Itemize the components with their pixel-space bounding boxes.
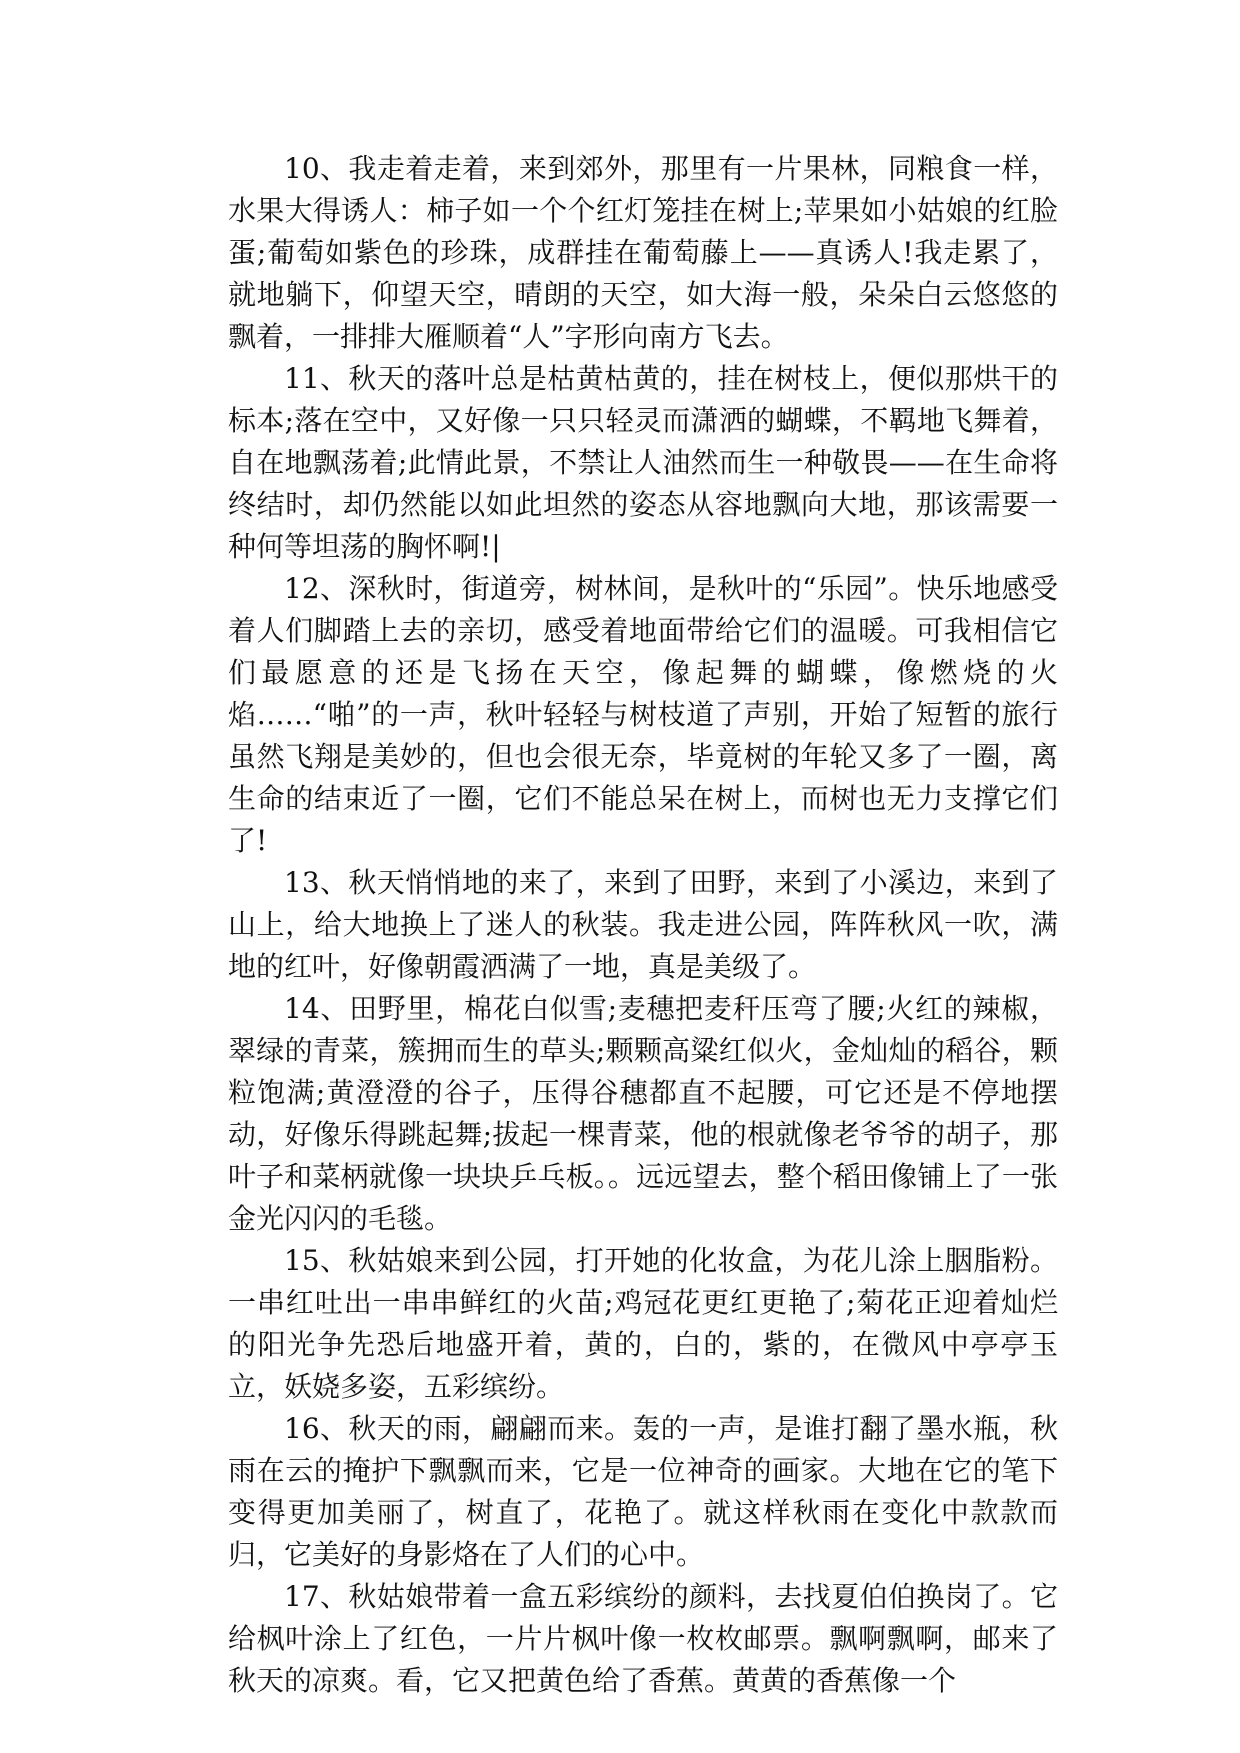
paragraph-10: 10、我走着走着，来到郊外，那里有一片果林，同粮食一样，水果大得诱人：柿子如一个个红灯笼挂在树上;苹果如小姑娘的红脸蛋;葡萄如紫色的珍珠，成群挂在葡萄藤上——真诱人!我走累了，就地躺下，仰望天空，晴朗的天空，如大海一般，朵朵白云悠悠的飘着，一排排大雁顺着“人”字形向南方飞去。 (228, 152, 1058, 353)
paragraph-15: 15、秋姑娘来到公园，打开她的化妆盒，为花儿涂上胭脂粉。一串红吐出一串串鲜红的火苗;鸡冠花更红更艳了;菊花正迎着灿烂的阳光争先恐后地盛开着，黄的，白的，紫的，在微风中亭亭玉立，妖娆多姿，五彩缤纷。 (228, 1244, 1058, 1403)
document-body (228, 148, 1058, 1702)
paragraph-17: 17、秋姑娘带着一盒五彩缤纷的颜料，去找夏伯伯换岗了。它给枫叶涂上了红色，一片片枫叶像一枚枚邮票。飘啊飘啊，邮来了秋天的凉爽。看，它又把黄色给了香蕉。黄黄的香蕉像一个 (228, 1580, 1058, 1697)
paragraph-13: 13、秋天悄悄地的来了，来到了田野，来到了小溪边，来到了山上，给大地换上了迷人的秋装。我走进公园，阵阵秋风一吹，满地的红叶，好像朝霞洒满了一地，真是美级了。 (228, 866, 1058, 983)
paragraph-16: 16、秋天的雨，翩翩而来。轰的一声，是谁打翻了墨水瓶，秋雨在云的掩护下飘飘而来，它是一位神奇的画家。大地在它的笔下变得更加美丽了，树直了，花艳了。就这样秋雨在变化中款款而归，它美好的身影烙在了人们的心中。 (228, 1412, 1058, 1571)
paragraph-11: 11、秋天的落叶总是枯黄枯黄的，挂在树枝上，便似那烘干的标本;落在空中，又好像一只只轻灵而潇洒的蝴蝶，不羁地飞舞着，自在地飘荡着;此情此景，不禁让人油然而生一种敬畏——在生命将终结时，却仍然能以如此坦然的姿态从容地飘向大地，那该需要一种何等坦荡的胸怀啊!| (228, 362, 1058, 563)
paragraph-14: 14、田野里，棉花白似雪;麦穗把麦秆压弯了腰;火红的辣椒，翠绿的青菜，簇拥而生的草头;颗颗高粱红似火，金灿灿的稻谷，颗粒饱满;黄澄澄的谷子，压得谷穗都直不起腰，可它还是不停地摆动，好像乐得跳起舞;拔起一棵青菜，他的根就像老爷爷的胡子，那叶子和菜柄就像一块块乒乓板。。远远望去，整个稻田像铺上了一张金光闪闪的毛毯。 (228, 992, 1058, 1235)
paragraph-12: 12、深秋时，街道旁，树林间，是秋叶的“乐园”。快乐地感受着人们脚踏上去的亲切，感受着地面带给它们的温暖。可我相信它们最愿意的还是飞扬在天空，像起舞的蝴蝶，像燃烧的火焰……“啪”的一声，秋叶轻轻与树枝道了声别，开始了短暂的旅行虽然飞翔是美妙的，但也会很无奈，毕竟树的年轮又多了一圈，离生命的结束近了一圈，它们不能总呆在树上，而树也无力支撑它们了! (228, 572, 1058, 857)
